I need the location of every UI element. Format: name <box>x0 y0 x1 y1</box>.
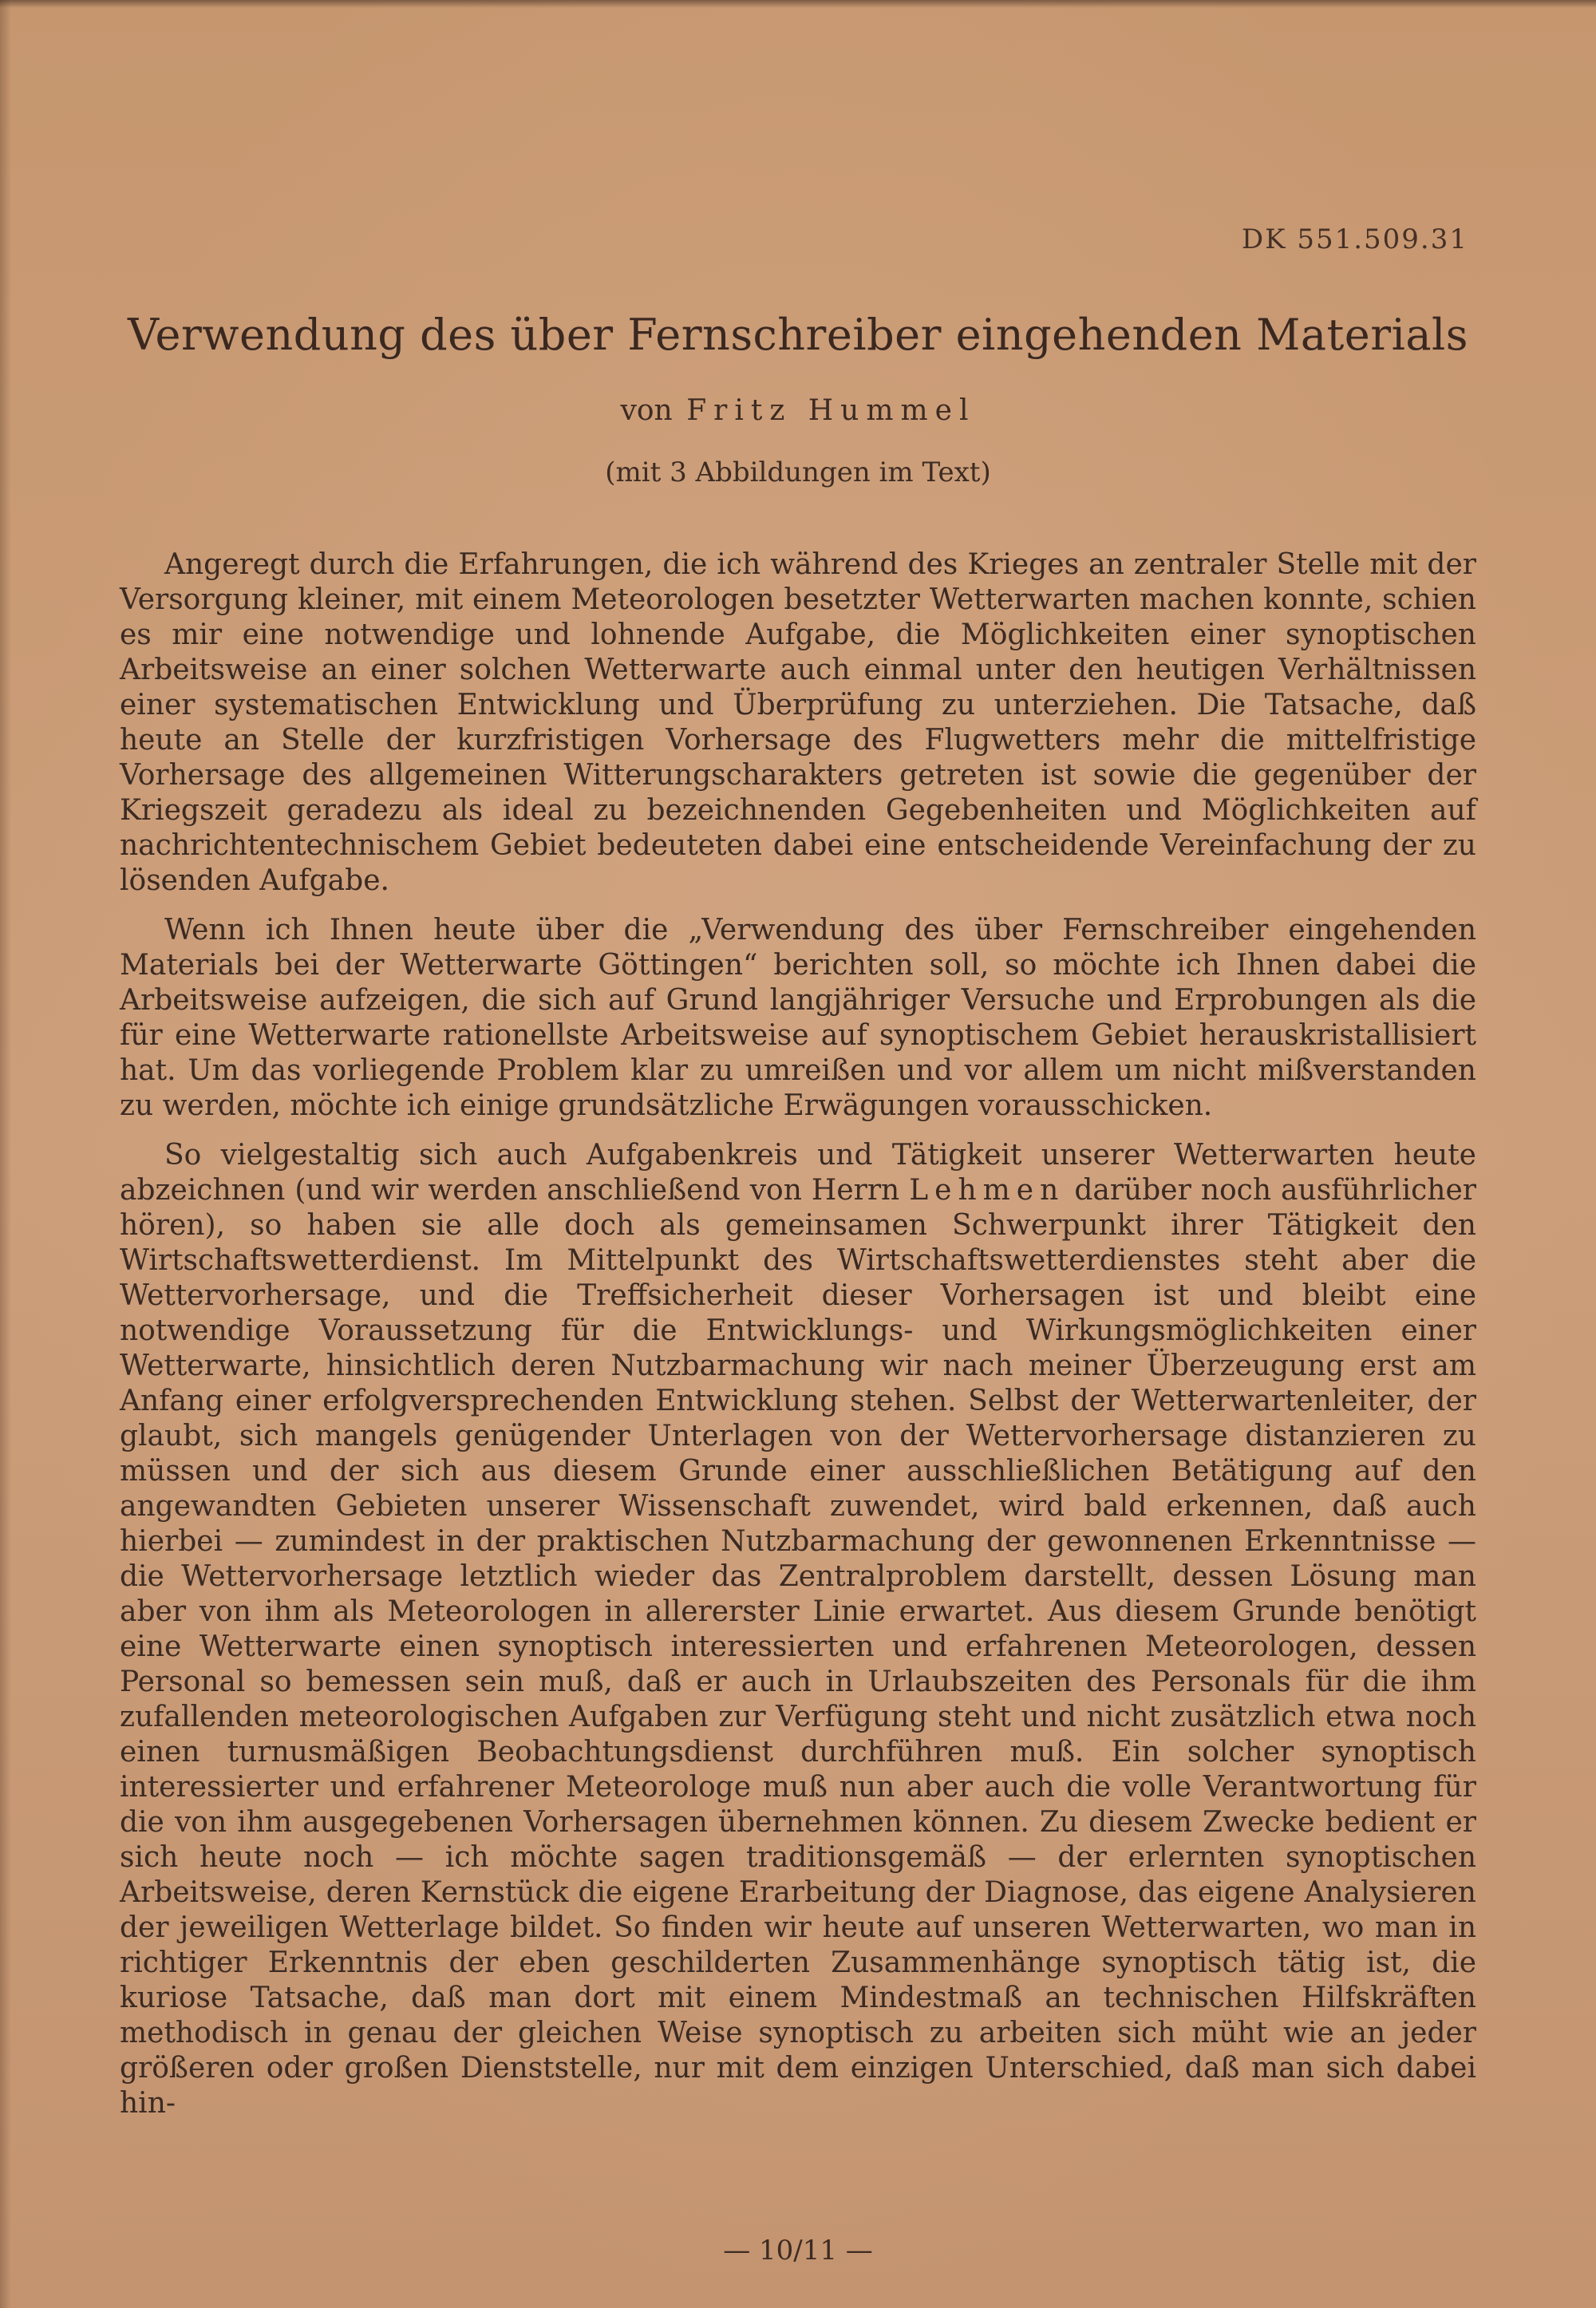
paragraph-3-rest: darüber noch ausführlicher hören), so haben sie alle doch als gemeinsamen Schwerpunkt ihrer Tätigkeit den Wirtschaftswetterdienst. Im Mittelpunkt des Wirtschaftswetterdienstes steht aber die Wettervorhersage, und die Treffsicherheit dieser Vorhersagen ist und bleibt eine notwendige Voraussetzung für die Entwicklungs- und Wirkungsmöglichkeiten einer Wetterwarte, hinsichtlich deren Nutzbarmachung wir nach meiner Überzeugung erst am Anfang einer erfolgversprechenden Entwicklung stehen. Selbst der Wetterwartenleiter, der glaubt, sich mangels genügender Unterlagen von der Wettervorhersage distanzieren zu müssen und der sich aus diesem Grunde einer ausschließlichen Betätigung auf den angewandten Gebieten unserer Wissenschaft zuwendet, wird bald erkennen, daß auch hierbei — zumindest in der praktischen Nutzbarmachung der gewonnenen Erkenntnisse — die Wettervorhersage letztlich wieder das Zentralproblem darstellt, dessen Lösung man aber von ihm als Meteorologen in allererster Linie erwartet. Aus diesem Grunde benötigt eine Wetterwarte einen synoptisch interessierten und erfahrenen Meteorologen, dessen Personal so bemessen sein muß, daß er auch in Urlaubszeiten des Personals für die ihm zufallenden meteorologischen Aufgaben zur Verfügung steht und nicht zusätzlich etwa noch einen turnusmäßigen Beobachtungsdienst durchführen muß. Ein solcher synoptisch interessierter und erfahrener Meteorologe muß nun aber auch die volle Verantwortung für die von ihm ausgegebenen Vorhersagen übernehmen können. Zu diesem Zwecke bedient er sich heute noch — ich möchte sagen traditionsgemäß — der erlernten synoptischen Arbeitsweise, deren Kernstück die eigene Erarbeitung der Diagnose, das eigene Analysieren der jeweiligen Wetterlage bildet. So finden wir heute auf unseren Wetterwarten, wo man in richtiger Erkenntnis der eben geschilderten Zusammenhänge synoptisch tätig ist, die kuriose Tatsache, daß man dort mit einem Mindestmaß an technischen Hilfskräften methodisch in genau der gleichen Weise synoptisch zu arbeiten sich müht wie an jeder größeren oder großen Dienststelle, nur mit dem einzigen Unterschied, daß man sich dabei hin- <box>120 1174 1476 2120</box>
author-name: Fritz Hummel <box>686 394 976 427</box>
paragraph-2: Wenn ich Ihnen heute über die „Verwendung des über Fernschreiber eingehenden Materials bei der Wetterwarte Göttingen“ berichten soll, so möchte ich Ihnen dabei die Arbeitsweise aufzeigen, die sich auf Grund langjähriger Versuche und Erprobungen als die für eine Wetterwarte rationellste Arbeitsweise auf synoptischem Gebiet herauskristallisiert hat. Um das vorliegende Problem klar zu umreißen und vor allem um nicht mißverstanden zu werden, möchte ich einige grundsätzliche Erwägungen vorausschicken. <box>120 914 1476 1122</box>
article-body <box>120 547 1476 2136</box>
paragraph-1: Angeregt durch die Erfahrungen, die ich während des Krieges an zentraler Stelle mit der Versorgung kleiner, mit einem Meteorologen besetzter Wetterwarten machen konnte, schien es mir eine notwendige und lohnende Aufgabe, die Möglichkeiten einer synoptischen Arbeitsweise an einer solchen Wetterwarte auch einmal unter den heutigen Verhältnissen einer systematischen Entwicklung und Überprüfung zu unterziehen. Die Tatsache, daß heute an Stelle der kurzfristigen Vorhersage des Flugwetters mehr die mittelfristige Vorhersage des allgemeinen Witterungscharakters getreten ist sowie die gegenüber der Kriegszeit geradezu als ideal zu bezeichnenden Gegebenheiten und Möglichkeiten auf nachrichtentechnischem Gebiet bedeuteten dabei eine entscheidende Vereinfachung der zu lösenden Aufgabe. <box>120 548 1476 897</box>
figure-note: (mit 3 Abbildungen im Text) <box>605 456 991 488</box>
cited-person-name: Lehmen <box>909 1174 1065 1207</box>
article-title: Verwendung des über Fernschreiber eingehenden Materials <box>127 310 1469 360</box>
paragraph-3 <box>120 1138 1476 2121</box>
author-line <box>0 394 1596 427</box>
dk-classification: DK 551.509.31 <box>1241 223 1468 255</box>
author-prefix: von <box>620 394 673 427</box>
page-number: — 10/11 — <box>723 2235 873 2267</box>
paragraph-3-start: So vielgestaltig sich auch Aufgabenkreis und Tätigkeit unserer Wetterwarten heute abzeichnen (und wir werden anschließend von Herrn <box>120 1139 1476 1207</box>
